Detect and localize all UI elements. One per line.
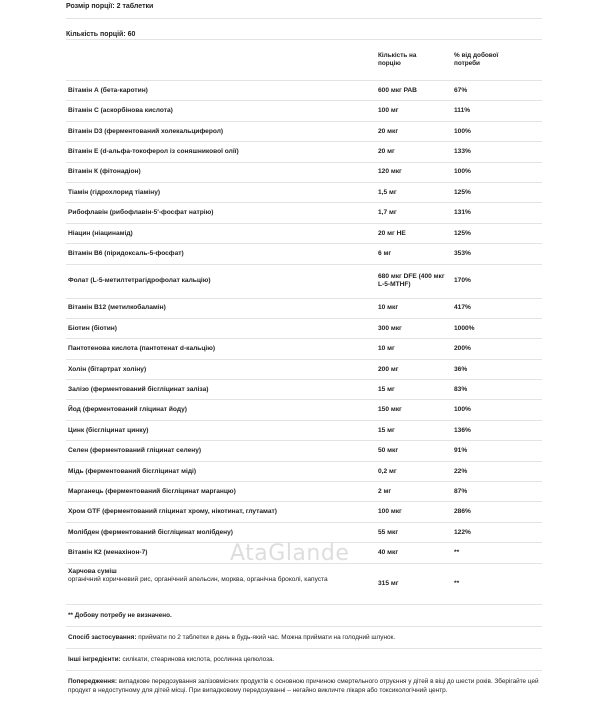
nutrient-name: Молібден (ферментований бісгліцинат молібдену) <box>66 522 376 542</box>
column-header-amount: Кількість на порцію <box>378 52 417 67</box>
nutrient-amount: 1,5 мг <box>376 182 452 202</box>
nutrient-name: Ніацин (ніацинамід) <box>66 223 376 243</box>
blend-ingredients: органічний коричневий рис, органічний апельсин, морква, органічна броколі, капуста <box>68 576 328 584</box>
nutrient-name: Пантотенова кислота (пантотенат d-кальцію) <box>66 339 376 359</box>
nutrient-daily-value: 122% <box>452 522 542 542</box>
nutrient-daily-value: 100% <box>452 162 542 182</box>
nutrient-daily-value: 133% <box>452 142 542 162</box>
table-row <box>66 339 542 359</box>
table-row <box>66 502 542 522</box>
table-row <box>66 142 542 162</box>
nutrient-name <box>66 563 376 604</box>
nutrient-amount: 20 мг <box>376 142 452 162</box>
nutrient-name: Рибофлавін (рибофлавін-5'-фосфат натрію) <box>66 203 376 223</box>
nutrient-daily-value: 170% <box>452 264 542 298</box>
table-row <box>66 298 542 318</box>
nutrient-daily-value: 136% <box>452 420 542 440</box>
nutrient-daily-value: 131% <box>452 203 542 223</box>
nutrient-daily-value: 87% <box>452 482 542 502</box>
table-row <box>66 522 542 542</box>
nutrient-amount: 120 мкг <box>376 162 452 182</box>
nutrient-name: Біотин (біотин) <box>66 318 376 338</box>
servings-count: Кількість порцій: 60 <box>66 31 136 38</box>
table-row <box>66 461 542 481</box>
usage-instructions: Спосіб застосування: приймати по 2 таблетки в день в будь-який час. Можна приймати на голодний шлунок. <box>66 627 542 649</box>
nutrient-amount: 50 мкг <box>376 441 452 461</box>
nutrient-name: Вітамін D3 (ферментований холекальциферол) <box>66 121 376 141</box>
nutrient-table <box>66 40 542 604</box>
table-row <box>66 81 542 101</box>
table-row <box>66 420 542 440</box>
table-row <box>66 121 542 141</box>
supplement-facts-panel <box>66 0 542 701</box>
nutrient-daily-value: ** <box>452 563 542 604</box>
table-row <box>66 182 542 202</box>
serving-size: Розмір порції: 2 таблетки <box>66 2 542 19</box>
nutrient-amount: 680 мкг DFE (400 мкг L-5-MTHF) <box>376 264 452 298</box>
table-row <box>66 162 542 182</box>
table-row <box>66 203 542 223</box>
nutrient-daily-value: 125% <box>452 182 542 202</box>
nutrient-amount: 10 мкг <box>376 298 452 318</box>
table-row <box>66 264 542 298</box>
table-row <box>66 223 542 243</box>
nutrient-name: Вітамін А (бета-каротин) <box>66 81 376 101</box>
nutrient-amount: 15 мг <box>376 380 452 400</box>
table-row <box>66 441 542 461</box>
daily-value-note: ** Добову потребу не визначено. <box>66 605 542 627</box>
nutrient-name: Вітамін В6 (піридоксаль-5-фосфат) <box>66 244 376 264</box>
nutrient-amount: 600 мкг РАВ <box>376 81 452 101</box>
nutrient-daily-value: 91% <box>452 441 542 461</box>
column-header-nutrient <box>66 40 376 81</box>
nutrient-name: Залізо (ферментований бісгліцинат заліза) <box>66 380 376 400</box>
nutrient-amount: 20 мкг <box>376 121 452 141</box>
table-row <box>66 380 542 400</box>
table-header-row <box>66 40 542 81</box>
nutrient-name: Вітамін К2 (менахінон-7) <box>66 543 376 563</box>
nutrient-daily-value: 125% <box>452 223 542 243</box>
nutrient-name: Мідь (ферментований бісгліцинат міді) <box>66 461 376 481</box>
nutrient-name: Вітамін К (фітонадіон) <box>66 162 376 182</box>
nutrient-amount: 10 мг <box>376 339 452 359</box>
nutrient-daily-value: 22% <box>452 461 542 481</box>
nutrient-daily-value: 100% <box>452 400 542 420</box>
table-row <box>66 101 542 121</box>
nutrient-amount: 0,2 мг <box>376 461 452 481</box>
nutrient-amount: 300 мкг <box>376 318 452 338</box>
table-row-food-blend <box>66 563 542 604</box>
nutrient-amount: 1,7 мг <box>376 203 452 223</box>
table-row <box>66 482 542 502</box>
nutrient-daily-value: 286% <box>452 502 542 522</box>
nutrient-name: Холін (бітартрат холіну) <box>66 359 376 379</box>
table-row <box>66 543 542 563</box>
nutrient-name: Вітамін С (аскорбінова кислота) <box>66 101 376 121</box>
nutrient-daily-value: 417% <box>452 298 542 318</box>
nutrient-daily-value: 36% <box>452 359 542 379</box>
nutrient-name: Марганець (ферментований бісгліцинат марганцю) <box>66 482 376 502</box>
nutrient-daily-value: 100% <box>452 121 542 141</box>
nutrient-amount: 100 мкг <box>376 502 452 522</box>
nutrient-amount: 15 мг <box>376 420 452 440</box>
nutrient-amount: 40 мкг <box>376 543 452 563</box>
table-row <box>66 359 542 379</box>
nutrient-amount: 315 мг <box>376 563 452 604</box>
table-row <box>66 400 542 420</box>
nutrient-amount: 55 мкг <box>376 522 452 542</box>
nutrient-daily-value: 1000% <box>452 318 542 338</box>
nutrient-amount: 150 мкг <box>376 400 452 420</box>
nutrient-amount: 6 мг <box>376 244 452 264</box>
table-row <box>66 318 542 338</box>
nutrient-daily-value: 353% <box>452 244 542 264</box>
nutrient-name: Фолат (L-5-метилтетрагідрофолат кальцію) <box>66 264 376 298</box>
nutrient-daily-value: ** <box>452 543 542 563</box>
nutrient-amount: 200 мг <box>376 359 452 379</box>
nutrient-daily-value: 83% <box>452 380 542 400</box>
column-header-daily-value: % від добової потреби <box>454 52 499 67</box>
blend-title: Харчова суміш <box>68 567 117 575</box>
nutrient-name: Селен (ферментований гліцинат селену) <box>66 441 376 461</box>
warning: Попередження: випадкове передозування залізовмісних продуктів є основною причиною смертельного отруєння у дітей в віці до шести років. Зберігайте цей продукт в недоступному для дітей місці. При випадковому передозуванні – негайно викличте лікаря або токсикологічний центр. <box>68 677 539 694</box>
nutrient-name: Тіамін (гідрохлорид тіаміну) <box>66 182 376 202</box>
other-ingredients: Інші інгредієнти: силікати, стеаринова кислота, рослинна целюлоза. <box>66 649 542 671</box>
nutrient-daily-value: 111% <box>452 101 542 121</box>
nutrient-name: Хром GTF (ферментований гліцинат хрому, нікотинат, глутамат) <box>66 502 376 522</box>
table-row <box>66 244 542 264</box>
nutrient-daily-value: 67% <box>452 81 542 101</box>
nutrient-amount: 2 мг <box>376 482 452 502</box>
watermark-logo: AtaGlande <box>230 541 350 566</box>
nutrient-amount: 100 мг <box>376 101 452 121</box>
nutrient-name: Цинк (бісгліцинат цинку) <box>66 420 376 440</box>
nutrient-daily-value: 200% <box>452 339 542 359</box>
nutrient-name: Вітамін Е (d-альфа-токоферол із соняшникової олії) <box>66 142 376 162</box>
nutrient-amount: 20 мг НЕ <box>376 223 452 243</box>
nutrient-name: Вітамін В12 (метилкобаламін) <box>66 298 376 318</box>
nutrient-name: Йод (ферментований гліцинат йоду) <box>66 400 376 420</box>
product-notes <box>66 604 542 701</box>
